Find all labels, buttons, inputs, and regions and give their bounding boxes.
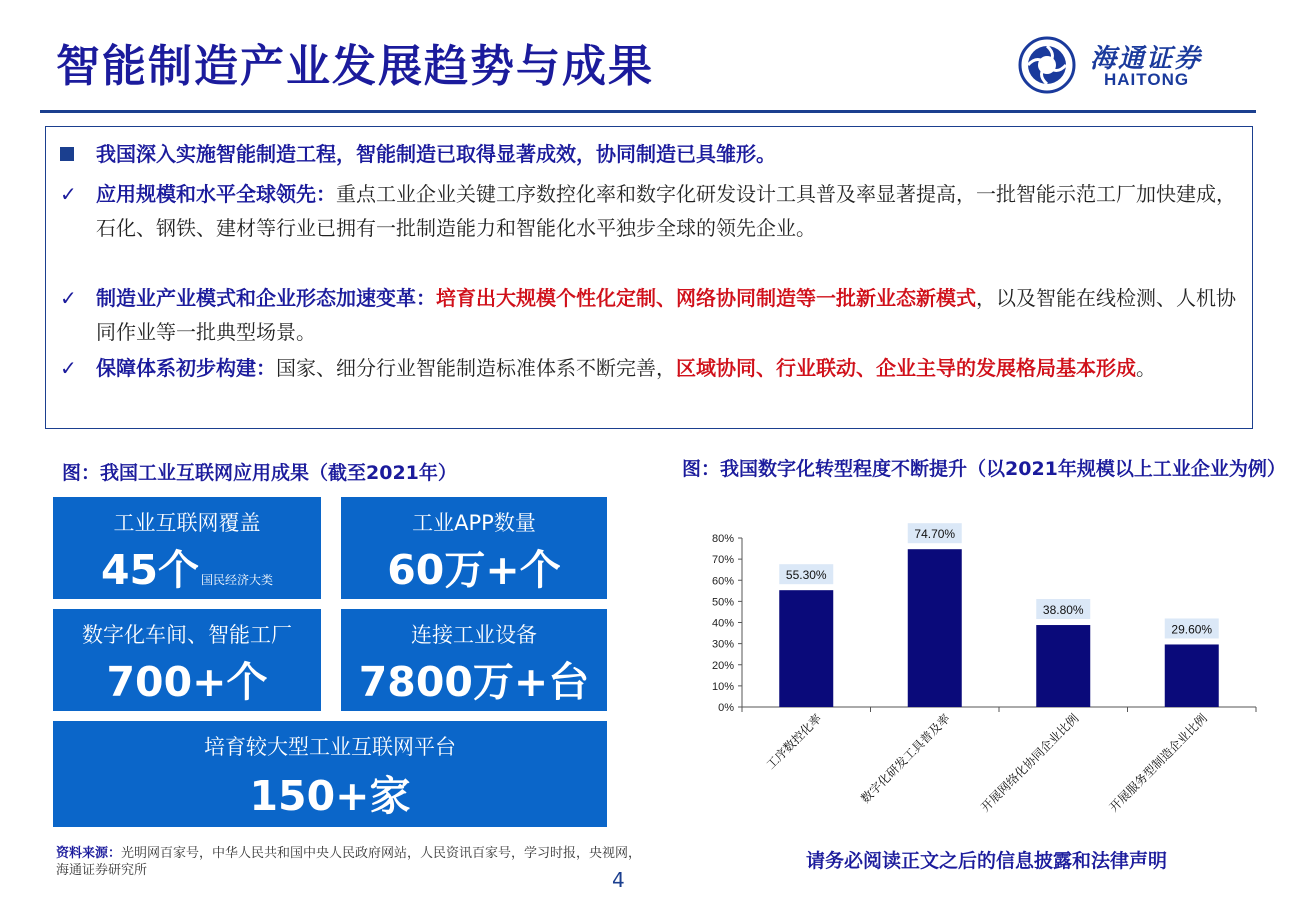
point-highlight: 培育出大规模个性化定制、网络协同制造等一批新业态新模式: [436, 286, 976, 310]
right-figure-caption: 图：我国数字化转型程度不断提升（以2021年规模以上工业企业为例）: [682, 458, 1286, 480]
point-lead: 应用规模和水平全球领先：: [96, 182, 336, 206]
y-tick-label: 0%: [718, 702, 734, 714]
square-bullet-icon: [60, 137, 86, 171]
stat-label: 连接工业设备: [411, 623, 537, 647]
stat-label: 培育较大型工业互联网平台: [204, 735, 456, 759]
stat-label: 工业APP数量: [412, 511, 536, 535]
logo-english-text: HAITONG: [1104, 70, 1190, 89]
logo-chinese-text: 海通证券: [1090, 44, 1203, 74]
data-label: 38.80%: [1042, 603, 1084, 618]
point-text: 重点工业企业关键工序数控化率和数字化研发设计工具普及率显著提高，一批智能示范工厂加快建成，石化、钢铁、建材等行业已拥有一批制造能力和智能化水平独步全球的领先企业。: [96, 182, 1236, 240]
point-highlight: 区域协同、行业联动、企业主导的发展格局基本形成: [676, 356, 1136, 380]
summary-box: [45, 126, 1253, 429]
source-text-2: 海通证券研究所: [56, 863, 148, 878]
y-tick-label: 40%: [711, 617, 734, 630]
point-text: 国家、细分行业智能制造标准体系不断完善，: [276, 356, 676, 380]
data-label: 29.60%: [1171, 622, 1213, 637]
y-tick-label: 20%: [711, 659, 734, 672]
bar: [779, 590, 833, 707]
data-label: 74.70%: [914, 527, 956, 542]
stat-value: 60万+个: [387, 546, 561, 594]
y-tick-label: 60%: [711, 575, 734, 588]
stat-tile: [341, 497, 607, 599]
stat-label: 数字化车间、智能工厂: [82, 623, 292, 647]
stat-label: 工业互联网覆盖: [113, 511, 261, 535]
source-label: 资料来源：: [56, 846, 122, 861]
stat-tile: [53, 721, 607, 827]
point-tail: 。: [1136, 356, 1156, 380]
category-label: 开展服务型制造企业比例: [1106, 711, 1210, 815]
bar: [1165, 644, 1219, 707]
bar: [1036, 625, 1090, 707]
stat-value: 7800万+台: [358, 658, 590, 706]
point-text: ，以及智能在线检测、人机协同作业等一批典型场景。: [96, 286, 1236, 344]
bar-chart-svg: [676, 510, 1266, 840]
stat-subnote: 国民经济大类: [201, 573, 274, 587]
y-tick-label: 50%: [711, 596, 734, 609]
category-label: 工序数控化率: [763, 711, 825, 773]
category-label: 开展网络化协同企业比例: [978, 711, 1082, 815]
y-tick-label: 80%: [711, 533, 734, 545]
summary-headline: [60, 137, 1240, 171]
stat-value: 45个: [100, 546, 200, 594]
bar: [908, 549, 962, 707]
y-tick-label: 10%: [711, 680, 734, 693]
summary-point: [60, 177, 1240, 245]
digital-transformation-bar-chart: [676, 510, 1266, 840]
stat-value: 150+家: [249, 772, 411, 820]
source-note: [56, 845, 816, 879]
y-tick-label: 70%: [711, 554, 734, 567]
page-title: 智能制造产业发展趋势与成果: [56, 41, 654, 92]
data-label: 55.30%: [785, 568, 827, 583]
headline-text: 我国深入实施智能制造工程，智能制造已取得显著成效，协同制造已具雏形。: [96, 142, 776, 166]
point-lead: 保障体系初步构建：: [96, 356, 276, 380]
check-icon: ✓: [60, 286, 77, 310]
category-label: 数字化研发工具普及率: [858, 711, 953, 806]
summary-point: [60, 281, 1240, 349]
stat-value: 700+个: [106, 658, 268, 706]
haitong-logo-icon: [1018, 36, 1076, 94]
check-icon: ✓: [60, 356, 77, 380]
summary-point: [60, 351, 1240, 385]
point-lead: 制造业产业模式和企业形态加速变革：: [96, 286, 436, 310]
legal-disclaimer: 请务必阅读正文之后的信息披露和法律声明: [806, 850, 1168, 872]
company-logo: [1018, 36, 1258, 92]
check-icon: ✓: [60, 182, 77, 206]
stat-tile: [341, 609, 607, 711]
stat-tile: [53, 609, 321, 711]
header-divider: [40, 110, 1256, 113]
source-text: 光明网百家号，中华人民共和国中央人民政府网站，人民资讯百家号，学习时报，央视网，: [121, 846, 642, 861]
left-figure-caption: 图：我国工业互联网应用成果（截至2021年）: [62, 462, 457, 484]
y-tick-label: 30%: [711, 638, 734, 651]
page-number: 4: [612, 868, 625, 892]
stat-tile: [53, 497, 321, 599]
